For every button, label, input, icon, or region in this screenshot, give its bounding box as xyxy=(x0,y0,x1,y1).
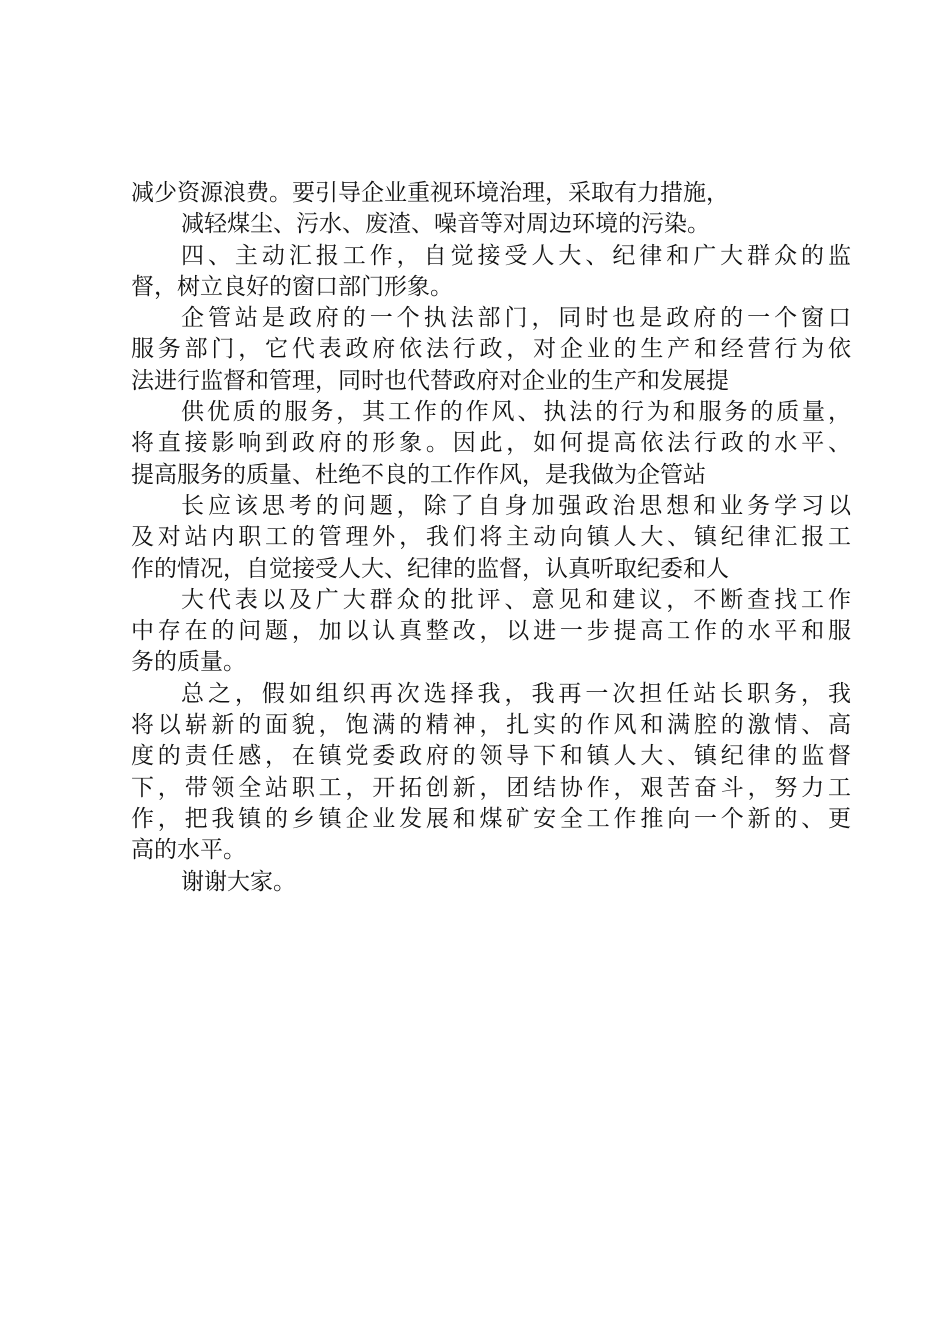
text-line: 提高服务的质量、杜绝不良的工作作风，是我做为企管站 xyxy=(131,461,706,488)
text-line: 减少资源浪费。要引导企业重视环境治理，采取有力措施， xyxy=(131,180,729,206)
text-line: 作，把我镇的乡镇企业发展和煤矿安全工作推向一个新的、更 xyxy=(131,805,851,832)
text-line: 大代表以及广大群众的批评、意见和建议，不断查找工作 xyxy=(181,586,851,613)
text-line: 作的情况，自觉接受人大、纪律的监督，认真听取纪委和人 xyxy=(131,555,729,582)
text-line: 法进行监督和管理，同时也代替政府对企业的生产和发展提 xyxy=(131,367,729,394)
text-line: 企管站是政府的一个执法部门，同时也是政府的一个窗口 xyxy=(181,305,851,332)
text-line: 高的水平。 xyxy=(131,837,246,864)
body-text xyxy=(131,178,851,898)
text-line: 供优质的服务，其工作的作风、执法的行为和服务的质量， xyxy=(181,399,851,426)
text-line: 谢谢大家。 xyxy=(181,868,296,895)
text-line: 中存在的问题，加以认真整改，以进一步提高工作的水平和服 xyxy=(131,618,851,645)
text-line: 督，树立良好的窗口部门形象。 xyxy=(131,273,453,300)
text-line: 减轻煤尘、污水、废渣、噪音等对周边环境的污染。 xyxy=(181,211,710,238)
text-line: 及对站内职工的管理外，我们将主动向镇人大、镇纪律汇报工 xyxy=(131,524,851,551)
text-line: 服务部门，它代表政府依法行政，对企业的生产和经营行为依 xyxy=(131,336,851,363)
text-line: 将直接影响到政府的形象。因此，如何提高依法行政的水平、 xyxy=(131,430,851,457)
text-line: 下，带领全站职工，开拓创新，团结协作，艰苦奋斗，努力工 xyxy=(131,774,851,801)
text-line: 务的质量。 xyxy=(131,649,246,676)
text-line: 总之，假如组织再次选择我，我再一次担任站长职务，我 xyxy=(181,680,851,707)
text-line: 将以崭新的面貌，饱满的精神，扎实的作风和满腔的激情、高 xyxy=(131,712,851,739)
text-line: 四、主动汇报工作，自觉接受人大、纪律和广大群众的监 xyxy=(181,242,851,269)
text-line: 度的责任感，在镇党委政府的领导下和镇人大、镇纪律的监督 xyxy=(131,743,851,770)
text-line: 长应该思考的问题，除了自身加强政治思想和业务学习以 xyxy=(181,492,851,519)
